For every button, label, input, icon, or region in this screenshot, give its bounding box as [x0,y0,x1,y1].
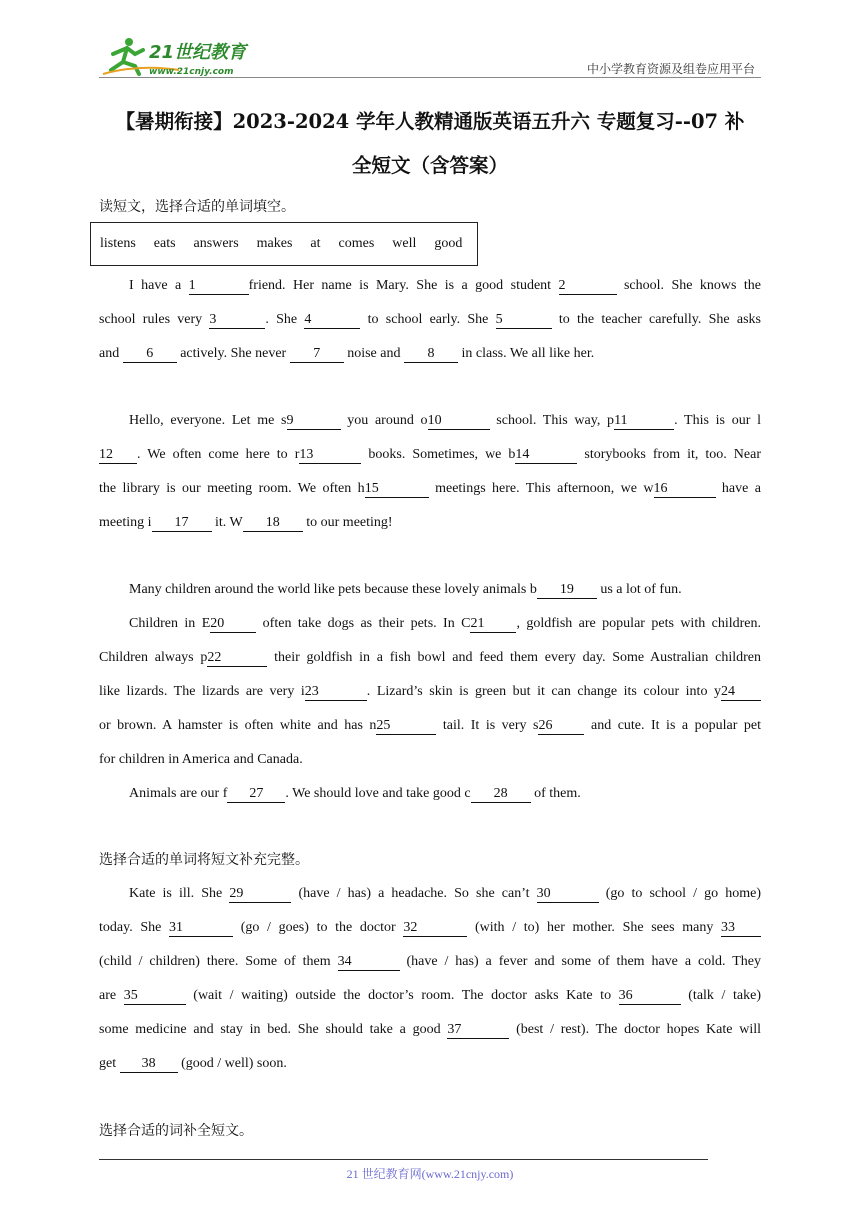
passage-line: (child / children) there. Some of them 34 (have / has) a fever and some of them have a cold. They [99,954,761,969]
passage-3 [99,573,761,811]
blank-11[interactable]: 11 [614,413,674,430]
passage-line: I have a 1 friend. Her name is Mary. She is a good student 2 school. She knows the [129,278,761,293]
blank-7[interactable]: 7 [290,346,344,363]
blank-19[interactable]: 19 [537,582,597,599]
footer-text: 21 世纪教育网(www.21cnjy.com) [346,1167,514,1181]
word-bank-item: makes [256,236,293,251]
word-bank-item: eats [153,236,176,251]
passage-line: or brown. A hamster is often white and has n25 tail. It is very s26 and cute. It is a popular pet [99,718,761,733]
blank-25[interactable]: 25 [376,718,436,735]
blank-31[interactable]: 31 [169,920,233,937]
blank-37[interactable]: 37 [447,1022,509,1039]
word-bank-item: at [310,236,321,251]
blank-13[interactable]: 13 [299,447,361,464]
blank-9[interactable]: 9 [287,413,341,430]
blank-3[interactable]: 3 [209,312,265,329]
page-header [99,30,761,80]
blank-17[interactable]: 17 [152,515,212,532]
blank-20[interactable]: 20 [210,616,256,633]
blank-8[interactable]: 8 [404,346,458,363]
blank-27[interactable]: 27 [227,786,285,803]
blank-34[interactable]: 34 [338,954,400,971]
logo-url-text: www.21cnjy.com [149,67,234,77]
passage-line: Kate is ill. She 29 (have / has) a headache. So she can’t 30 (go to school / go home) [129,886,762,901]
blank-15[interactable]: 15 [365,481,429,498]
blank-26[interactable]: 26 [538,718,584,735]
blank-28[interactable]: 28 [471,786,531,803]
passage-line: and 6 actively. She never 7 noise and 8 in class. We all like her. [99,346,595,361]
blank-2[interactable]: 2 [559,278,617,295]
passage-line: are 35 (wait / waiting) outside the doctor’s room. The doctor asks Kate to 36 (talk / take) [99,988,761,1003]
blank-35[interactable]: 35 [124,988,186,1005]
passage-line: Many children around the world like pets because these lovely animals b 19 us a lot of fun. [129,582,682,597]
blank-24[interactable]: 24 [721,684,761,701]
blank-12[interactable]: 12 [99,447,137,464]
passage-2 [99,404,761,540]
passage-line: for children in America and Canada. [99,752,303,767]
passage-line: Children in E20 often take dogs as their pets. In C21 , goldfish are popular pets with children. [129,616,761,631]
word-bank-box [90,222,478,266]
footer-divider [99,1159,708,1160]
platform-name: 中小学教育资源及组卷应用平台 [586,62,755,76]
passage-line: today. She 31 (go / goes) to the doctor 32 (with / to) her mother. She sees many 33 [99,911,761,945]
word-bank-item: good [434,236,463,251]
blank-36[interactable]: 36 [619,988,681,1005]
blank-14[interactable]: 14 [515,447,577,464]
word-bank-item: answers [193,236,239,251]
passage-line: Animals are our f 27 . We should love and take good c 28 of them. [129,786,581,801]
word-bank-item: well [392,236,417,251]
title-line-2: 全短文（含答案） [351,154,508,177]
section3-instruction: 选择合适的单词将短文补充完整。 [99,852,309,868]
title-line-1: 【暑期衔接】2023-2024 学年人教精通版英语五升六 专题复习--07 补 [115,110,745,133]
passage-line: Hello, everyone. Let me s9 you around o10 school. This way, p11 . This is our l [129,413,761,428]
blank-18[interactable]: 18 [243,515,303,532]
blank-32[interactable]: 32 [403,920,467,937]
word-bank-item: comes [338,236,375,251]
passage-line: meeting i 17 it. W 18 to our meeting! [99,515,393,530]
logo-21cnjy [99,34,269,78]
passage-line: the library is our meeting room. We often h15 meetings here. This afternoon, we w16 have a [99,481,761,496]
passage-line: school rules very 3 . She 4 to school early. She 5 to the teacher carefully. She asks [99,312,761,327]
passage-line: like lizards. The lizards are very i23 . Lizard’s skin is green but it can change its colour into y24 [99,675,761,709]
blank-6[interactable]: 6 [123,346,177,363]
word-bank-item: listens [100,236,136,251]
passage-4 [99,877,761,1081]
logo-brand-text: 21世纪教育 [149,42,247,63]
blank-29[interactable]: 29 [229,886,291,903]
blank-5[interactable]: 5 [496,312,552,329]
blank-1[interactable]: 1 [189,278,249,295]
passage-line: some medicine and stay in bed. She should take a good 37 (best / rest). The doctor hopes Kate will [99,1022,761,1037]
passage-line: 12 . We often come here to r13 books. Sometimes, we b14 storybooks from it, too. Near [99,447,762,462]
section4-instruction: 选择合适的词补全短文。 [99,1123,253,1139]
passage-line: get 38 (good / well) soon. [99,1056,287,1071]
passage-line: Children always p22 their goldfish in a fish bowl and feed them every day. Some Australian children [99,650,761,665]
header-divider [99,77,761,78]
document-title [99,100,761,188]
blank-33[interactable]: 33 [721,920,761,937]
blank-16[interactable]: 16 [654,481,716,498]
blank-22[interactable]: 22 [207,650,267,667]
blank-38[interactable]: 38 [120,1056,178,1073]
blank-30[interactable]: 30 [537,886,599,903]
blank-10[interactable]: 10 [428,413,490,430]
blank-21[interactable]: 21 [470,616,516,633]
section1-instruction: 读短文，选择合适的单词填空。 [99,199,295,215]
blank-23[interactable]: 23 [305,684,367,701]
passage-1 [99,269,761,371]
blank-4[interactable]: 4 [304,312,360,329]
